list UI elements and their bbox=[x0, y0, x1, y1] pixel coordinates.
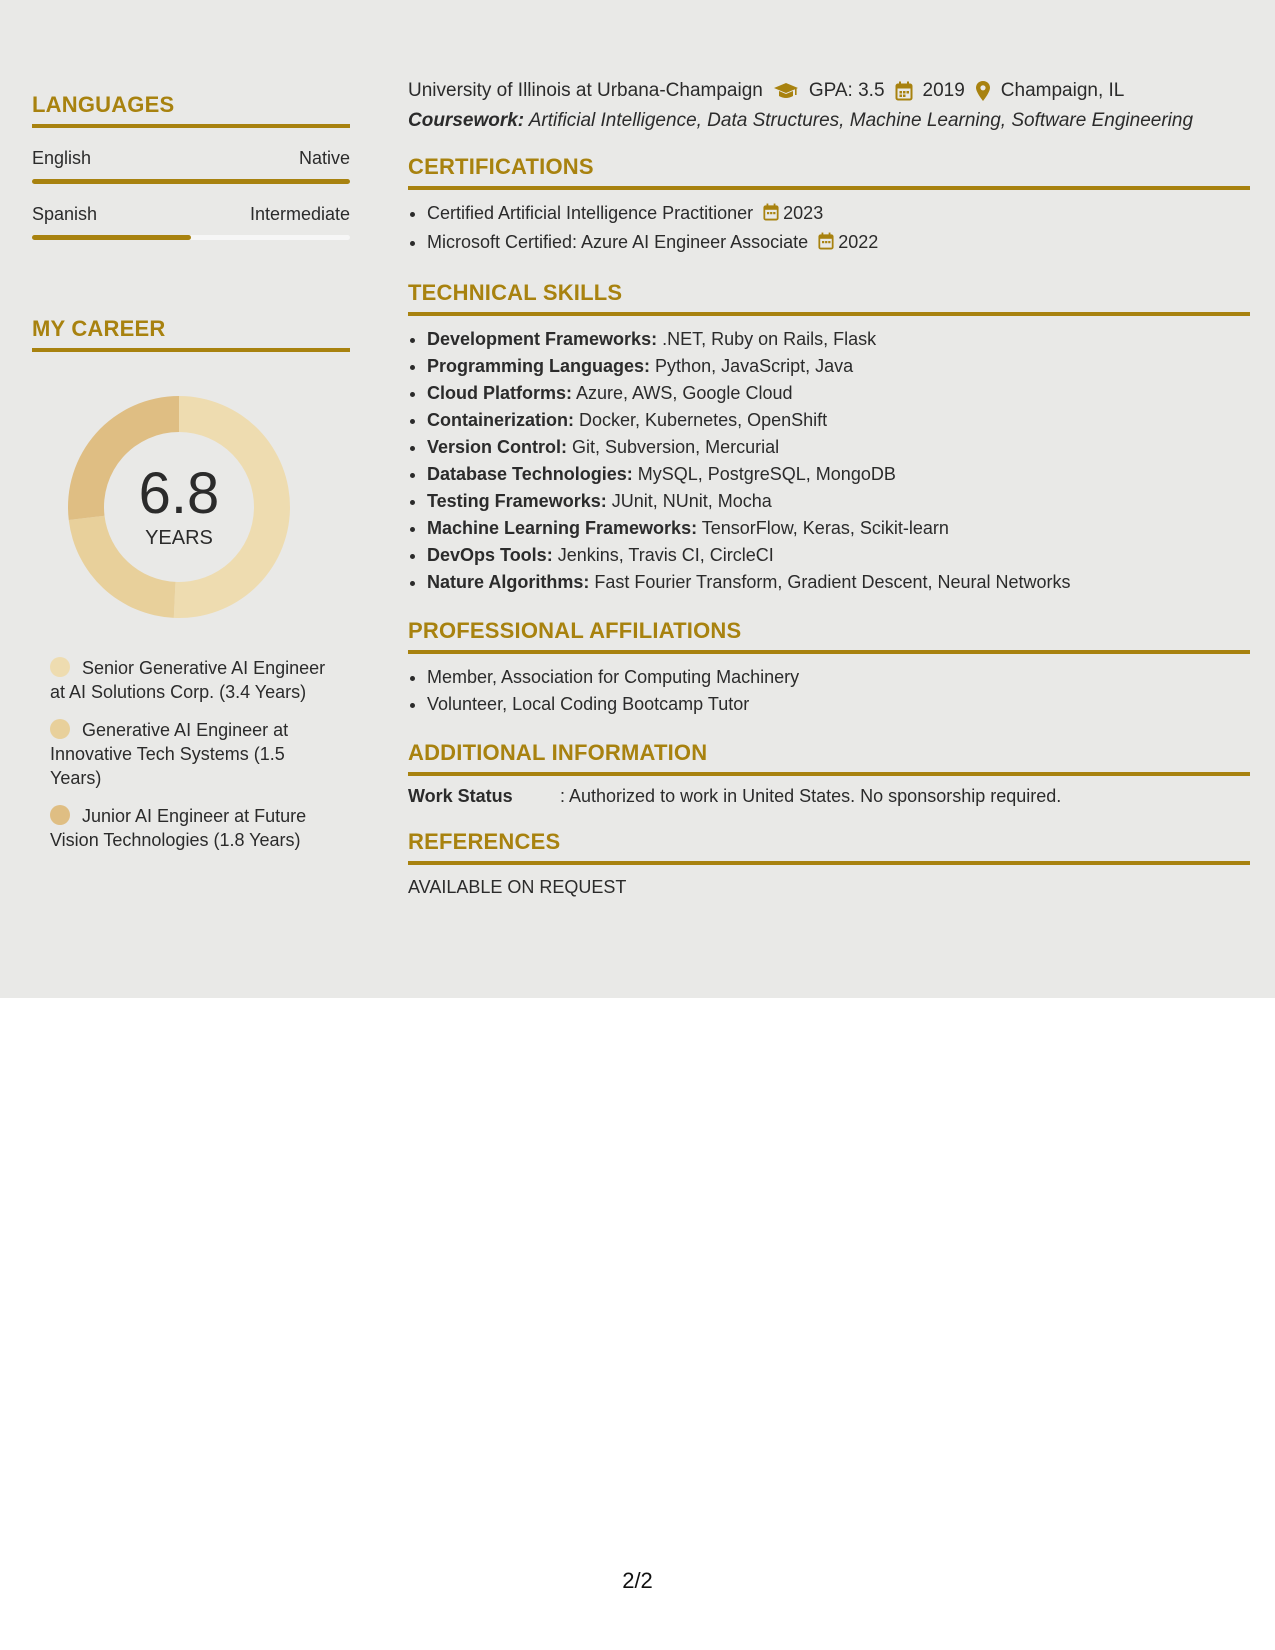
career-legend bbox=[50, 656, 340, 852]
career-legend-label: Senior Generative AI Engineer at AI Solutions Corp. (3.4 Years) bbox=[50, 658, 326, 702]
coursework-value: Artificial Intelligence, Data Structures, Machine Learning, Software Engineering bbox=[528, 110, 1194, 131]
skill-label: Nature Algorithms: bbox=[427, 572, 590, 592]
skill-label: Containerization: bbox=[427, 410, 574, 430]
skill-value: Jenkins, Travis CI, CircleCI bbox=[557, 545, 774, 565]
career-legend-label: Generative AI Engineer at Innovative Tech Systems (1.5 Years) bbox=[50, 720, 289, 788]
school-location: Champaign, IL bbox=[1000, 80, 1125, 101]
language-proficiency-bar bbox=[32, 179, 350, 184]
references-section bbox=[408, 829, 1250, 898]
coursework bbox=[408, 110, 1250, 132]
affiliation-item: • Member, Association for Computing Machinery bbox=[427, 664, 1250, 691]
skill-value: Git, Subversion, Mercurial bbox=[572, 437, 780, 457]
skills-title: TECHNICAL SKILLS bbox=[408, 280, 1250, 316]
skill-item bbox=[427, 353, 1250, 380]
work-status-value: : Authorized to work in United States. No sponsorship required. bbox=[560, 786, 1062, 806]
work-status-label: Work Status bbox=[408, 786, 513, 806]
legend-dot-icon bbox=[50, 805, 70, 825]
skill-item bbox=[427, 488, 1250, 515]
languages-title: LANGUAGES bbox=[32, 92, 350, 128]
language-level: Native bbox=[298, 148, 350, 168]
calendar-icon bbox=[818, 231, 834, 258]
legend-dot-icon bbox=[50, 657, 70, 677]
career-legend-item bbox=[50, 656, 340, 704]
career-title: MY CAREER bbox=[32, 316, 350, 352]
skill-value: .NET, Ruby on Rails, Flask bbox=[662, 329, 877, 349]
certification-name: Microsoft Certified: Azure AI Engineer Associate bbox=[427, 232, 809, 252]
affiliations-list bbox=[408, 664, 1250, 718]
certification-year: 2023 bbox=[783, 203, 824, 223]
right-column bbox=[408, 80, 1250, 898]
location-pin-icon bbox=[975, 80, 991, 102]
certification-item bbox=[427, 229, 1250, 258]
certifications-section bbox=[408, 154, 1250, 258]
skill-item bbox=[427, 461, 1250, 488]
affiliation-item: • Volunteer, Local Coding Bootcamp Tutor bbox=[427, 691, 1250, 718]
skill-item bbox=[427, 569, 1250, 596]
language-proficiency-fill bbox=[32, 179, 350, 184]
language-name: Spanish bbox=[32, 204, 98, 224]
certifications-list bbox=[408, 200, 1250, 258]
language-item bbox=[32, 204, 350, 240]
graduation-cap-icon bbox=[773, 81, 799, 101]
career-legend-item bbox=[50, 718, 340, 790]
certifications-title: CERTIFICATIONS bbox=[408, 154, 1250, 190]
affiliations-section bbox=[408, 618, 1250, 718]
skill-item bbox=[427, 434, 1250, 461]
career-total-years: 6.8 bbox=[138, 460, 220, 526]
left-column bbox=[32, 92, 350, 866]
skill-item bbox=[427, 380, 1250, 407]
school-name: University of Illinois at Urbana-Champaign bbox=[408, 80, 763, 101]
career-years-unit: YEARS bbox=[145, 526, 213, 549]
language-level: Intermediate bbox=[249, 204, 350, 224]
skill-label: Database Technologies: bbox=[427, 464, 633, 484]
skill-value: Docker, Kubernetes, OpenShift bbox=[579, 410, 828, 430]
career-donut-chart bbox=[66, 394, 292, 620]
language-item bbox=[32, 148, 350, 184]
page-number: 2/2 bbox=[622, 1568, 653, 1593]
additional-title: ADDITIONAL INFORMATION bbox=[408, 740, 1250, 776]
references-title: REFERENCES bbox=[408, 829, 1250, 865]
gpa: GPA: 3.5 bbox=[808, 80, 885, 101]
skill-label: DevOps Tools: bbox=[427, 545, 553, 565]
skill-label: Cloud Platforms: bbox=[427, 383, 573, 403]
skill-item bbox=[427, 326, 1250, 353]
affiliations-title: PROFESSIONAL AFFILIATIONS bbox=[408, 618, 1250, 654]
work-status-row bbox=[408, 786, 1250, 807]
references-text: AVAILABLE ON REQUEST bbox=[408, 877, 627, 897]
skill-label: Programming Languages: bbox=[427, 356, 651, 376]
skill-item bbox=[427, 542, 1250, 569]
calendar-icon bbox=[895, 81, 913, 101]
language-name: English bbox=[32, 148, 92, 168]
certification-year: 2022 bbox=[838, 232, 879, 252]
skill-label: Version Control: bbox=[427, 437, 568, 457]
skill-value: Fast Fourier Transform, Gradient Descent, Neural Networks bbox=[594, 572, 1071, 592]
career-legend-label: Junior AI Engineer at Future Vision Technologies (1.8 Years) bbox=[50, 806, 307, 850]
skill-label: Machine Learning Frameworks: bbox=[427, 518, 698, 538]
language-proficiency-fill bbox=[32, 235, 191, 240]
skill-value: JUnit, NUnit, Mocha bbox=[611, 491, 772, 511]
education-line bbox=[408, 80, 1250, 102]
skill-label: Testing Frameworks: bbox=[427, 491, 607, 511]
certification-name: Certified Artificial Intelligence Practitioner bbox=[427, 203, 754, 223]
skill-value: Azure, AWS, Google Cloud bbox=[576, 383, 793, 403]
career-legend-item bbox=[50, 804, 340, 852]
skill-value: MySQL, PostgreSQL, MongoDB bbox=[637, 464, 896, 484]
skills-section bbox=[408, 280, 1250, 596]
calendar-icon bbox=[763, 202, 779, 229]
additional-section bbox=[408, 740, 1250, 807]
graduation-year: 2019 bbox=[922, 80, 965, 101]
language-proficiency-bar bbox=[32, 235, 350, 240]
skill-label: Development Frameworks: bbox=[427, 329, 658, 349]
skill-item bbox=[427, 515, 1250, 542]
certification-item bbox=[427, 200, 1250, 229]
skills-list bbox=[408, 326, 1250, 596]
legend-dot-icon bbox=[50, 719, 70, 739]
coursework-label: Coursework: bbox=[408, 110, 525, 131]
skill-value: TensorFlow, Keras, Scikit-learn bbox=[701, 518, 949, 538]
skill-value: Python, JavaScript, Java bbox=[655, 356, 854, 376]
skill-item bbox=[427, 407, 1250, 434]
